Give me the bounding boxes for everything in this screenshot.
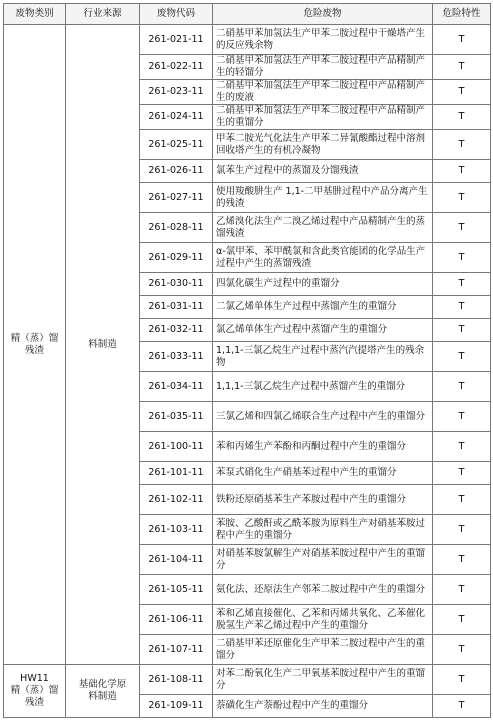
waste-cell: 二氯乙烯单体生产过程中蒸馏产生的重馏分 <box>213 296 433 319</box>
property-cell: T <box>433 296 491 319</box>
code-cell: 261-105-11 <box>140 575 213 605</box>
code-cell: 261-107-11 <box>140 635 213 665</box>
code-cell: 261-022-11 <box>140 55 213 80</box>
waste-cell: 氨化法、还原法生产邻苯二胺过程中产生的重馏分 <box>213 575 433 605</box>
category-cell <box>4 665 66 718</box>
property-cell: T <box>433 515 491 545</box>
code-cell: 261-101-11 <box>140 462 213 485</box>
category-line: 精（蒸）馏 <box>10 685 59 696</box>
code-cell: 261-021-11 <box>140 25 213 55</box>
table-row <box>4 25 491 55</box>
property-cell: T <box>433 635 491 665</box>
property-cell: T <box>433 432 491 462</box>
header-code: 废物代码 <box>140 4 213 25</box>
header-category: 废物类别 <box>4 4 66 25</box>
code-cell: 261-102-11 <box>140 485 213 515</box>
property-cell: T <box>433 130 491 160</box>
waste-cell: 二硝基甲苯还原催化生产甲苯二胺过程中产生的重馏分 <box>213 635 433 665</box>
industry-cell <box>66 25 140 665</box>
waste-cell: 苯和丙烯生产苯酚和丙酮过程中产生的重馏分 <box>213 432 433 462</box>
property-cell: T <box>433 25 491 55</box>
code-cell: 261-028-11 <box>140 213 213 243</box>
property-cell: T <box>433 605 491 635</box>
category-line: 残渣 <box>24 344 44 356</box>
property-cell: T <box>433 342 491 372</box>
property-cell: T <box>433 545 491 575</box>
code-cell: 261-032-11 <box>140 319 213 342</box>
property-cell: T <box>433 462 491 485</box>
property-cell: T <box>433 319 491 342</box>
header-row <box>4 4 491 25</box>
waste-cell: 苯泵式硝化生产硝基苯过程中产生的重馏分 <box>213 462 433 485</box>
code-cell: 261-108-11 <box>140 665 213 695</box>
hazardous-waste-table <box>3 3 491 718</box>
code-cell: 261-027-11 <box>140 183 213 213</box>
header-industry: 行业来源 <box>66 4 140 25</box>
property-cell: T <box>433 160 491 183</box>
code-cell: 261-035-11 <box>140 402 213 432</box>
table-row <box>4 665 491 695</box>
code-cell: 261-034-11 <box>140 372 213 402</box>
waste-cell: 二硝基甲苯加氢法生产甲苯二胺过程中产品精制产生的废液 <box>213 80 433 105</box>
waste-cell: 苯胺、乙酸酐或乙酰苯胺为原料生产对硝基苯胺过程中产生的重馏分 <box>213 515 433 545</box>
code-cell: 261-025-11 <box>140 130 213 160</box>
property-cell: T <box>433 55 491 80</box>
category-line: HW11 <box>20 673 49 684</box>
waste-cell: 甲苯二胺光气化法生产甲苯二异氰酸酯过程中溶剂回收塔产生的有机冷凝物 <box>213 130 433 160</box>
header-property: 危险特性 <box>433 4 491 25</box>
property-cell: T <box>433 213 491 243</box>
waste-cell: 苯和乙烯直接催化、乙苯和丙烯共氧化、乙苯催化脱氢生产苯乙烯过程中产生的重馏分 <box>213 605 433 635</box>
waste-cell: 氯苯生产过程中的蒸馏及分馏残渣 <box>213 160 433 183</box>
property-cell: T <box>433 105 491 130</box>
property-cell: T <box>433 485 491 515</box>
code-cell: 261-023-11 <box>140 80 213 105</box>
waste-cell: 三氯乙烯和四氯乙烯联合生产过程中产生的重馏分 <box>213 402 433 432</box>
waste-cell: 对苯二酚氧化生产二甲氧基苯胺过程中产生的重馏分 <box>213 665 433 695</box>
category-line: 精（蒸）馏 <box>10 332 59 344</box>
waste-cell: 萘磺化生产萘酚过程中产生的重馏分 <box>213 695 433 718</box>
property-cell: T <box>433 372 491 402</box>
property-cell: T <box>433 575 491 605</box>
code-cell: 261-109-11 <box>140 695 213 718</box>
industry-cell <box>66 665 140 718</box>
waste-cell: 1,1,1-三氯乙烷生产过程中蒸馏产生的重馏分 <box>213 372 433 402</box>
waste-cell: 二硝基甲苯加氢法生产甲苯二胺过程中产品精制产生的轻馏分 <box>213 55 433 80</box>
code-cell: 261-029-11 <box>140 243 213 273</box>
property-cell: T <box>433 402 491 432</box>
industry-line: 料制造 <box>88 691 117 702</box>
code-cell: 261-024-11 <box>140 105 213 130</box>
category-cell <box>4 25 66 665</box>
code-cell: 261-031-11 <box>140 296 213 319</box>
waste-cell: 二硝基甲苯加氢法生产甲苯二胺过程中干燥塔产生的反应残余物 <box>213 25 433 55</box>
code-cell: 261-100-11 <box>140 432 213 462</box>
property-cell: T <box>433 80 491 105</box>
waste-cell: α-氯甲苯、苯甲酰氯和含此类官能团的化学品生产过程中产生的蒸馏残渣 <box>213 243 433 273</box>
waste-cell: 四氯化碳生产过程中的重馏分 <box>213 273 433 296</box>
property-cell: T <box>433 695 491 718</box>
waste-cell: 氯乙烯单体生产过程中蒸馏产生的重馏分 <box>213 319 433 342</box>
industry-line: 基础化学原 <box>78 679 127 690</box>
property-cell: T <box>433 665 491 695</box>
property-cell: T <box>433 183 491 213</box>
waste-cell: 1,1,1-三氯乙烷生产过程中蒸汽汽提塔产生的残余物 <box>213 342 433 372</box>
waste-cell: 二硝基甲苯加氢法生产甲苯二胺过程中产品精制产生的重馏分 <box>213 105 433 130</box>
code-cell: 261-026-11 <box>140 160 213 183</box>
code-cell: 261-104-11 <box>140 545 213 575</box>
code-cell: 261-033-11 <box>140 342 213 372</box>
property-cell: T <box>433 243 491 273</box>
waste-cell: 使用羧酸肼生产 1,1-二甲基肼过程中产品分离产生的残渣 <box>213 183 433 213</box>
code-cell: 261-103-11 <box>140 515 213 545</box>
waste-cell: 乙烯溴化法生产二溴乙烯过程中产品精制产生的蒸馏残渣 <box>213 213 433 243</box>
waste-cell: 对硝基苯胺氯解生产对硝基苯胺过程中产生的重馏分 <box>213 545 433 575</box>
table-body <box>4 25 491 718</box>
industry-line: 料制造 <box>88 338 117 350</box>
code-cell: 261-106-11 <box>140 605 213 635</box>
property-cell: T <box>433 273 491 296</box>
category-line: 残渣 <box>24 697 44 708</box>
header-waste: 危险废物 <box>213 4 433 25</box>
waste-cell: 铁粉还原硝基苯生产苯胺过程中产生的重馏分 <box>213 485 433 515</box>
code-cell: 261-030-11 <box>140 273 213 296</box>
